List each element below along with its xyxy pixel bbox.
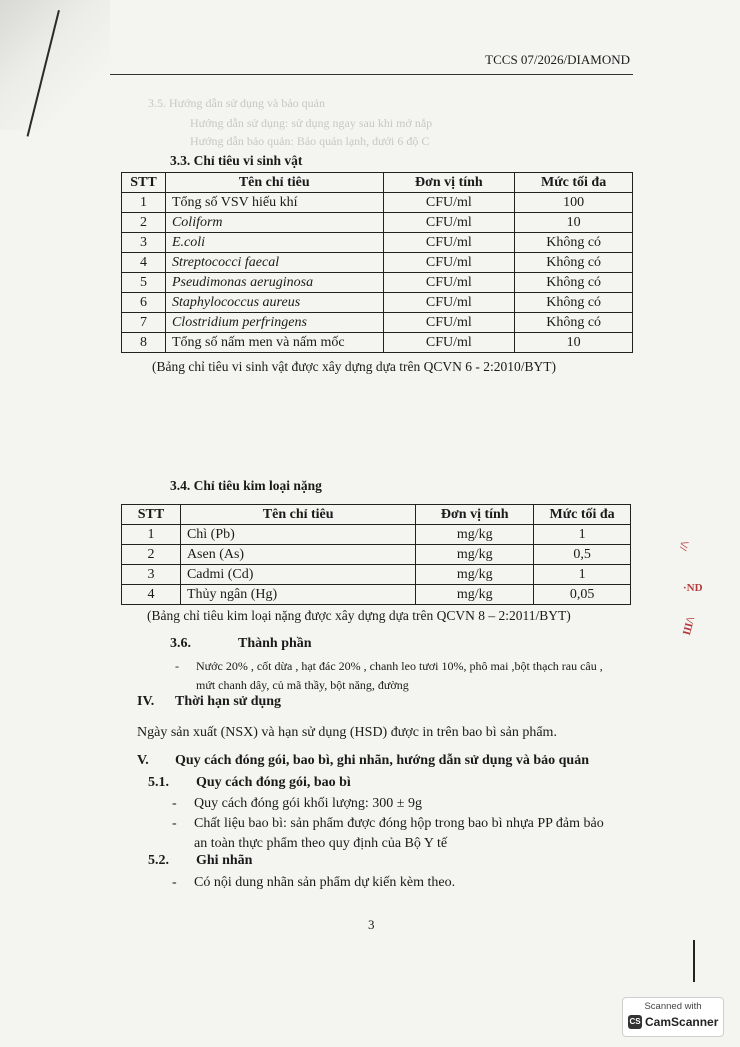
table-row	[122, 545, 631, 565]
cell-unit: CFU/ml	[383, 273, 515, 293]
subsection-5-1-title: Quy cách đóng gói, bao bì	[196, 775, 351, 790]
ingredients-bullet: -	[175, 659, 179, 673]
red-stamp-mark: ·ND	[683, 582, 703, 594]
cell-max: 10	[515, 213, 633, 233]
cell-stt: 4	[122, 585, 181, 605]
cell-name: Asen (As)	[180, 545, 415, 565]
camscanner-caption: Scanned with	[644, 1001, 702, 1012]
header-unit: Đơn vị tính	[416, 505, 534, 525]
header-stt: STT	[122, 505, 181, 525]
dash-bullet: -	[172, 796, 177, 811]
red-stamp-mark: //\	[677, 540, 692, 552]
header-stt: STT	[122, 173, 166, 193]
cell-unit: CFU/ml	[383, 193, 515, 213]
list-item	[172, 794, 422, 814]
cell-max: 1	[534, 565, 631, 585]
cell-name: Clostridium perfringens	[165, 313, 383, 333]
micro-table-note: (Bảng chỉ tiêu vi sinh vật được xây dựng dựa trên QCVN 6 - 2:2010/BYT)	[152, 359, 557, 374]
table-header-row	[122, 173, 633, 193]
packaging-material-text: Chất liệu bao bì: sản phẩm được đóng hộp trong bao bì nhựa PP đảm bảo	[194, 816, 604, 831]
cell-max: 1	[534, 525, 631, 545]
cell-name: Chì (Pb)	[180, 525, 415, 545]
cell-stt: 1	[122, 193, 166, 213]
cell-unit: CFU/ml	[383, 293, 515, 313]
table-row	[122, 333, 633, 353]
camscanner-name: CamScanner	[645, 1015, 719, 1029]
cell-max: 10	[515, 333, 633, 353]
subsection-5-2-number: 5.2.	[148, 853, 169, 868]
cell-max: Không có	[515, 313, 633, 333]
cell-name: Cadmi (Cd)	[180, 565, 415, 585]
cell-stt: 2	[122, 545, 181, 565]
cell-unit: mg/kg	[416, 545, 534, 565]
cell-unit: CFU/ml	[383, 333, 515, 353]
table-row	[122, 213, 633, 233]
cell-unit: mg/kg	[416, 565, 534, 585]
table-row	[122, 525, 631, 545]
cell-max: Không có	[515, 253, 633, 273]
table-row	[122, 565, 631, 585]
section-4-number: IV.	[137, 694, 155, 709]
cell-max: 0,05	[534, 585, 631, 605]
dash-bullet: -	[172, 875, 177, 890]
bleed-through-text: Hướng dẫn sử dụng: sử dụng ngay sau khi mở nắp	[190, 116, 433, 130]
cell-name: Streptococci faecal	[165, 253, 383, 273]
section-5-number: V.	[137, 753, 149, 768]
ingredients-line: mứt chanh dây, củ mã thầy, bột năng, đường	[196, 678, 409, 692]
dash-bullet: -	[172, 816, 177, 831]
table-row	[122, 293, 633, 313]
cell-stt: 2	[122, 213, 166, 233]
cell-name: E.coli	[165, 233, 383, 253]
cell-name: Coliform	[165, 213, 383, 233]
red-stamp-mark: Ш/\	[680, 615, 698, 637]
label-text: Có nội dung nhãn sản phẩm dự kiến kèm theo.	[194, 875, 456, 890]
cell-stt: 4	[122, 253, 166, 273]
list-item	[172, 814, 604, 834]
table-row	[122, 253, 633, 273]
packaging-material-text-cont: an toàn thực phẩm theo quy định của Bộ Y tế	[194, 836, 448, 851]
metals-section-title: 3.4. Chỉ tiêu kim loại nặng	[170, 478, 322, 493]
cell-unit: CFU/ml	[383, 313, 515, 333]
cell-stt: 8	[122, 333, 166, 353]
cell-stt: 3	[122, 233, 166, 253]
cell-name: Thủy ngân (Hg)	[180, 585, 415, 605]
cell-stt: 7	[122, 313, 166, 333]
table-row	[122, 313, 633, 333]
document-code: TCCS 07/2026/DIAMOND	[485, 52, 630, 67]
subsection-5-1-number: 5.1.	[148, 775, 169, 790]
bleed-through-text: 3.5. Hướng dẫn sử dụng và bảo quản	[148, 96, 325, 110]
cell-name: Tổng số VSV hiếu khí	[165, 193, 383, 213]
cell-unit: CFU/ml	[383, 233, 515, 253]
header-max: Mức tối đa	[534, 505, 631, 525]
camscanner-watermark	[622, 997, 724, 1037]
table-header-row	[122, 505, 631, 525]
cell-name: Pseudimonas aeruginosa	[165, 273, 383, 293]
header-max: Mức tối đa	[515, 173, 633, 193]
header-unit: Đơn vị tính	[383, 173, 515, 193]
micro-table	[121, 172, 633, 353]
ingredients-number: 3.6.	[170, 636, 191, 651]
cell-stt: 5	[122, 273, 166, 293]
cell-unit: mg/kg	[416, 525, 534, 545]
table-row	[122, 233, 633, 253]
metals-table	[121, 504, 631, 605]
camscanner-logo-icon: CS	[628, 1015, 642, 1029]
cell-max: 100	[515, 193, 633, 213]
metals-table-note: (Bảng chỉ tiêu kim loại nặng được xây dựng dựa trên QCVN 8 – 2:2011/BYT)	[147, 608, 571, 623]
page-number: 3	[368, 917, 375, 932]
cell-name: Staphylococcus aureus	[165, 293, 383, 313]
section-4-text: Ngày sản xuất (NSX) và hạn sử dụng (HSD) được in trên bao bì sản phẩm.	[137, 725, 557, 740]
packing-weight-text: Quy cách đóng gói khối lượng: 300 ± 9g	[194, 796, 422, 811]
cell-max: 0,5	[534, 545, 631, 565]
bleed-through-text: Hướng dẫn bảo quản: Bảo quản lạnh, dưới 6 độ C	[190, 134, 430, 148]
cell-stt: 3	[122, 565, 181, 585]
ingredients-title: Thành phần	[238, 636, 312, 651]
cell-name: Tổng số nấm men và nấm mốc	[165, 333, 383, 353]
scan-edge-line	[693, 940, 695, 982]
header-name: Tên chỉ tiêu	[180, 505, 415, 525]
cell-max: Không có	[515, 273, 633, 293]
cell-unit: CFU/ml	[383, 213, 515, 233]
cell-stt: 6	[122, 293, 166, 313]
subsection-5-2-title: Ghi nhãn	[196, 853, 253, 868]
micro-section-title: 3.3. Chỉ tiêu vi sinh vật	[170, 153, 303, 168]
header-rule	[110, 74, 633, 75]
table-row	[122, 273, 633, 293]
cell-unit: CFU/ml	[383, 253, 515, 273]
cell-max: Không có	[515, 293, 633, 313]
table-row	[122, 585, 631, 605]
cell-max: Không có	[515, 233, 633, 253]
cell-unit: mg/kg	[416, 585, 534, 605]
table-row	[122, 193, 633, 213]
header-name: Tên chỉ tiêu	[165, 173, 383, 193]
section-5-title: Quy cách đóng gói, bao bì, ghi nhãn, hướng dẫn sử dụng và bảo quản	[175, 753, 589, 768]
ingredients-line: Nước 20% , cốt dừa , hạt đác 20% , chanh leo tươi 10%, phô mai ,bột thạch rau câu ,	[196, 659, 603, 673]
cell-stt: 1	[122, 525, 181, 545]
list-item	[172, 873, 455, 893]
section-4-title: Thời hạn sử dụng	[175, 694, 282, 709]
